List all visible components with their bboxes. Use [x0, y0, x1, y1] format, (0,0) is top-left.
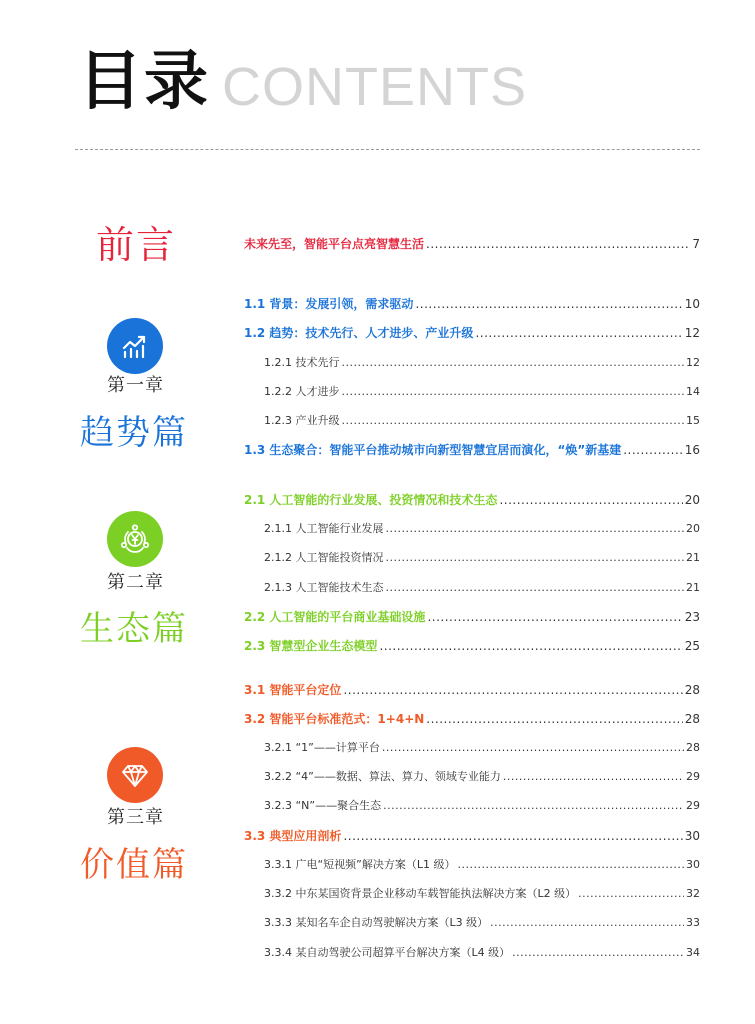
toc-entry-title: 1.3 生态聚合：智能平台推动城市向新型智慧宜居而演化，“焕”新基建 [244, 443, 622, 457]
toc-entry[interactable] [244, 443, 700, 457]
toc-entry[interactable] [244, 237, 700, 251]
toc-leader [386, 551, 685, 564]
diamond-icon [107, 747, 163, 803]
toc-entry-page: 29 [686, 799, 700, 812]
toc-entry-page: 15 [686, 414, 700, 427]
header-divider [75, 149, 700, 150]
toc-entry-page: 30 [684, 829, 700, 843]
toc-entry-title: 2.1.2 人工智能投资情况 [264, 551, 384, 564]
toc-entry-title: 1.2.3 产业升级 [264, 414, 340, 427]
toc-entry[interactable] [244, 683, 700, 697]
toc-entry[interactable] [264, 414, 700, 427]
toc-leader [427, 610, 682, 624]
toc-entry-page: 21 [686, 551, 700, 564]
toc-entry[interactable] [244, 829, 700, 843]
toc-leader [623, 443, 683, 457]
toc-entry[interactable] [264, 522, 700, 535]
toc-entry-page: 34 [686, 946, 700, 959]
chapter-1-label: 第一章 [107, 375, 164, 396]
toc-entry-title: 3.2.2 “4”——数据、算法、算力、领域专业能力 [264, 770, 501, 783]
toc-entry[interactable] [244, 297, 700, 311]
toc-entry-title: 未来先至，智能平台点亮智慧生活 [244, 237, 425, 251]
toc-entry[interactable] [264, 916, 700, 929]
toc-entry[interactable] [244, 493, 700, 507]
preface-title: 前言 [96, 223, 177, 267]
toc-leader [475, 326, 682, 340]
toc-leader [343, 683, 682, 697]
page-title: 目录 [78, 45, 210, 119]
toc-leader [343, 829, 682, 843]
toc-entry-title: 3.2 智能平台标准范式：1+4+N [244, 712, 425, 726]
toc-entry[interactable] [264, 551, 700, 564]
toc-entry-title: 3.3.1 广电“短视频”解决方案（L1 级） [264, 858, 456, 871]
toc-entry-title: 1.1 背景：发展引领，需求驱动 [244, 297, 414, 311]
toc-leader [383, 799, 684, 812]
toc-entry-title: 3.2.3 “N”——聚合生态 [264, 799, 382, 812]
toc-entry-title: 2.2 人工智能的平台商业基础设施 [244, 610, 426, 624]
toc-entry-title: 1.2.1 技术先行 [264, 356, 340, 369]
toc-leader [382, 741, 684, 754]
toc-entry-title: 2.1 人工智能的行业发展、投资情况和技术生态 [244, 493, 498, 507]
ecosystem-icon [107, 511, 163, 567]
toc-entry-page: 28 [686, 741, 700, 754]
toc-entry-page: 14 [686, 385, 700, 398]
toc-leader [342, 356, 685, 369]
toc-entry-page: 28 [684, 712, 700, 726]
toc-entry[interactable] [264, 887, 700, 900]
toc-entry[interactable] [264, 356, 700, 369]
toc-leader [426, 237, 690, 251]
toc-leader [578, 887, 684, 900]
toc-leader [426, 712, 682, 726]
toc-entry-title: 3.3.3 某知名车企自动驾驶解决方案（L3 级） [264, 916, 489, 929]
toc-entry[interactable] [264, 741, 700, 754]
toc-entry-page: 10 [684, 297, 700, 311]
toc-leader [415, 297, 682, 311]
chart-icon [107, 318, 163, 374]
toc-entry[interactable] [244, 639, 700, 653]
toc-entry-title: 2.3 智慧型企业生态模型 [244, 639, 378, 653]
toc-entry-page: 30 [686, 858, 700, 871]
toc-entry-page: 20 [684, 493, 700, 507]
toc-entry-title: 1.2 趋势：技术先行、人才进步、产业升级 [244, 326, 474, 340]
toc-entry-title: 2.1.1 人工智能行业发展 [264, 522, 384, 535]
toc-leader [512, 946, 684, 959]
toc-entry-page: 28 [684, 683, 700, 697]
toc-leader [379, 639, 682, 653]
toc-entry-page: 7 [692, 237, 700, 251]
toc-entry[interactable] [244, 610, 700, 624]
toc-leader [458, 858, 684, 871]
toc-entry-title: 1.2.2 人才进步 [264, 385, 340, 398]
toc-entry[interactable] [264, 581, 700, 594]
toc-entry[interactable] [264, 946, 700, 959]
toc-entry-page: 21 [686, 581, 700, 594]
toc-entry-title: 3.2.1 “1”——计算平台 [264, 741, 380, 754]
toc-entry-page: 33 [686, 916, 700, 929]
toc-entry[interactable] [264, 770, 700, 783]
toc-leader [342, 414, 685, 427]
chapter-2-label: 第二章 [107, 572, 164, 593]
toc-entry-page: 32 [686, 887, 700, 900]
toc-entry-page: 23 [684, 610, 700, 624]
toc-entry-page: 29 [686, 770, 700, 783]
chapter-1-name: 趋势篇 [80, 413, 188, 453]
toc-leader [342, 385, 685, 398]
toc-entry-page: 16 [684, 443, 700, 457]
toc-entry-title: 2.1.3 人工智能技术生态 [264, 581, 384, 594]
toc-leader [499, 493, 682, 507]
chapter-3-name: 价值篇 [80, 845, 188, 885]
toc-entry-page: 20 [686, 522, 700, 535]
toc-entry-page: 12 [686, 356, 700, 369]
toc-entry-page: 25 [684, 639, 700, 653]
toc-entry[interactable] [244, 326, 700, 340]
toc-leader [386, 522, 685, 535]
toc-entry-title: 3.3.2 中东某国资背景企业移动车载智能执法解决方案（L2 级） [264, 887, 577, 900]
toc-leader [490, 916, 684, 929]
toc-entry[interactable] [244, 712, 700, 726]
page-subtitle: CONTENTS [222, 57, 527, 117]
toc-entry-title: 3.3 典型应用剖析 [244, 829, 342, 843]
toc-entry-page: 12 [684, 326, 700, 340]
toc-leader [503, 770, 684, 783]
toc-entry[interactable] [264, 799, 700, 812]
chapter-3-label: 第三章 [107, 807, 164, 828]
toc-leader [386, 581, 685, 594]
toc-entry-title: 3.3.4 某自动驾驶公司超算平台解决方案（L4 级） [264, 946, 511, 959]
chapter-2-name: 生态篇 [80, 609, 188, 649]
toc-entry-title: 3.1 智能平台定位 [244, 683, 342, 697]
toc-entry[interactable] [264, 385, 700, 398]
toc-entry[interactable] [264, 858, 700, 871]
